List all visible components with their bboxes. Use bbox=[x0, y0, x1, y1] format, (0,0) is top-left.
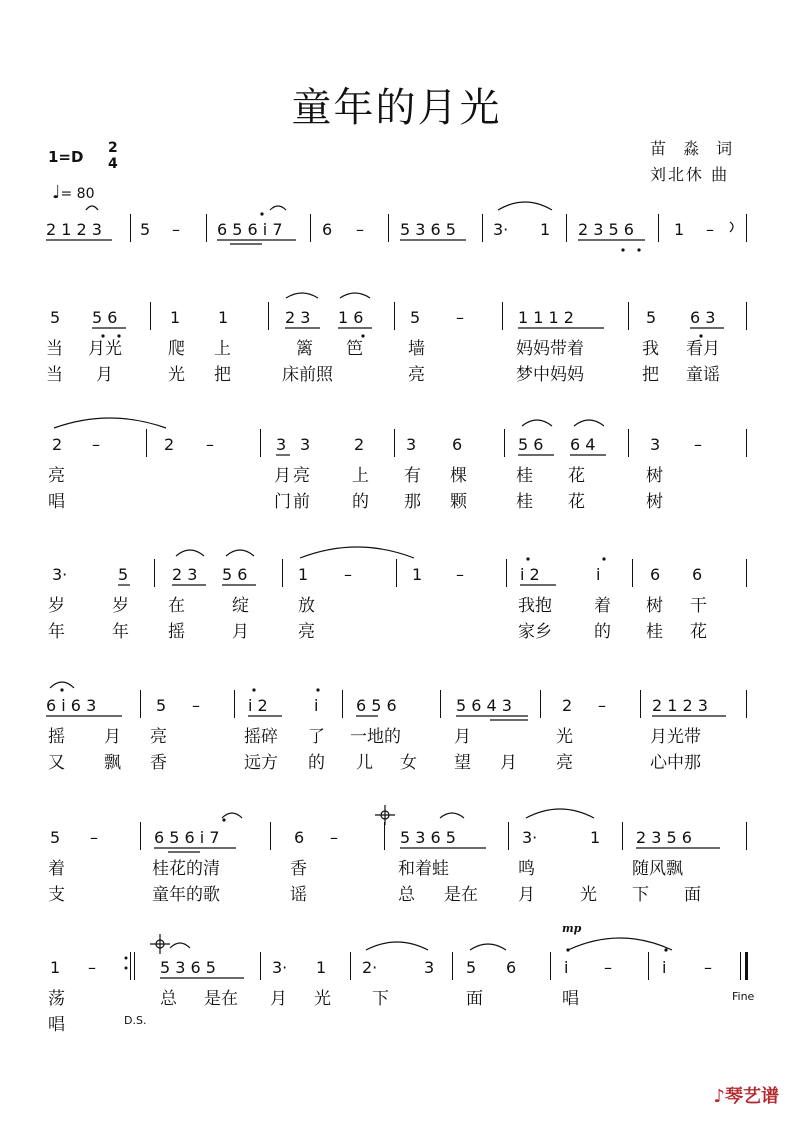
note: 6 bbox=[452, 435, 463, 454]
bar-line bbox=[134, 952, 135, 980]
note: 3· bbox=[522, 828, 538, 847]
bar-line bbox=[746, 559, 747, 587]
lyric: 树 bbox=[646, 492, 663, 512]
bar-line bbox=[394, 429, 395, 457]
note: – bbox=[172, 220, 180, 239]
note: 1 bbox=[540, 220, 551, 239]
note: – bbox=[90, 828, 98, 847]
note: 5 bbox=[156, 696, 167, 715]
note: 3· bbox=[52, 565, 68, 584]
lyric: 又 bbox=[48, 753, 65, 773]
octave-dot bbox=[222, 818, 225, 821]
lyric: 当 bbox=[46, 365, 63, 385]
composer-credit: 刘北休 曲 bbox=[650, 165, 730, 184]
tie bbox=[568, 938, 672, 950]
note-group: 5 6 bbox=[222, 565, 248, 584]
bar-line bbox=[746, 302, 747, 330]
note: – bbox=[192, 696, 200, 715]
bar-line bbox=[234, 690, 235, 718]
lyric: 下 bbox=[372, 989, 389, 1009]
note-group: 5 3 6 5 bbox=[400, 828, 456, 847]
staff-row-6 bbox=[0, 828, 793, 938]
lyric: 月亮 bbox=[274, 466, 312, 486]
lyric: 桂 bbox=[516, 492, 533, 512]
lyric: 是在 bbox=[444, 885, 478, 905]
lyric: 月 bbox=[454, 727, 471, 747]
lyric: 月 bbox=[500, 753, 517, 773]
note-group: 2 1 2 3 bbox=[652, 696, 708, 715]
tempo-marking bbox=[52, 182, 95, 203]
lyric: 月光带 bbox=[650, 727, 701, 747]
lyric: 支 bbox=[48, 885, 65, 905]
lyric: 桂花的清 bbox=[152, 859, 220, 879]
lyric: 唱 bbox=[562, 989, 579, 1009]
lyric: 光 bbox=[556, 727, 573, 747]
tie bbox=[366, 942, 428, 950]
lyric: 颗 bbox=[450, 492, 467, 512]
note: i bbox=[564, 958, 569, 977]
note-group: 6 3 bbox=[690, 308, 716, 327]
octave-dot bbox=[602, 557, 605, 560]
lyric: 光 bbox=[314, 989, 331, 1009]
slur bbox=[222, 813, 242, 818]
note: 1 bbox=[218, 308, 229, 327]
coda-icon bbox=[381, 811, 389, 819]
note: 5 bbox=[50, 828, 61, 847]
lyric: 女 bbox=[400, 753, 417, 773]
final-bar-line bbox=[740, 952, 741, 980]
page-title: 童年的月光 bbox=[291, 85, 502, 131]
note: 6 bbox=[322, 220, 333, 239]
lyric: 面 bbox=[466, 989, 483, 1009]
note: 2 bbox=[164, 435, 175, 454]
bar-line bbox=[140, 822, 141, 850]
bar-line bbox=[146, 429, 147, 457]
lyric: 门前 bbox=[274, 492, 312, 512]
lyric: 光 bbox=[168, 365, 185, 385]
note: – bbox=[598, 696, 606, 715]
note: 3 bbox=[424, 958, 435, 977]
octave-dot bbox=[526, 557, 529, 560]
quarter-note-icon: ♩ bbox=[52, 182, 61, 203]
lyric: 岁 bbox=[48, 596, 65, 616]
lyric: 树 bbox=[646, 466, 663, 486]
note: – bbox=[706, 220, 714, 239]
lyric: 儿 bbox=[356, 753, 373, 773]
final-bar-line-thick bbox=[745, 952, 748, 980]
repeat-bar-line bbox=[130, 952, 131, 980]
bar-line bbox=[130, 214, 131, 242]
note: 3 bbox=[276, 435, 287, 454]
lyric: 月 bbox=[104, 727, 121, 747]
coda-icon bbox=[156, 940, 164, 948]
lyric: 摇 bbox=[48, 727, 65, 747]
slur bbox=[86, 206, 98, 210]
lyric: 一地的 bbox=[350, 727, 401, 747]
note: 3 bbox=[406, 435, 417, 454]
lyricist-credit: 苗 淼 词 bbox=[650, 139, 739, 158]
time-bottom: 4 bbox=[108, 156, 118, 172]
octave-dot bbox=[260, 212, 263, 215]
lyric: 我 bbox=[642, 339, 659, 359]
slur bbox=[470, 944, 506, 950]
lyric: 和着蛙 bbox=[398, 859, 449, 879]
bar-line bbox=[746, 822, 747, 850]
lyric: 香 bbox=[290, 859, 307, 879]
note: 1 bbox=[298, 565, 309, 584]
bar-line bbox=[628, 429, 629, 457]
note: i bbox=[596, 565, 601, 584]
lyric: 桂 bbox=[646, 622, 663, 642]
logo-text: 琴艺谱 bbox=[725, 1086, 779, 1107]
lyric: 把 bbox=[642, 365, 659, 385]
note: i bbox=[314, 696, 319, 715]
note: 1 bbox=[590, 828, 601, 847]
bar-line bbox=[502, 302, 503, 330]
lyric: 月 bbox=[518, 885, 535, 905]
lyric: 童谣 bbox=[686, 365, 720, 385]
bar-line bbox=[632, 559, 633, 587]
octave-dot bbox=[60, 688, 63, 691]
lyric: 的 bbox=[352, 492, 369, 512]
lyric: 树 bbox=[646, 596, 663, 616]
lyric: 下 bbox=[632, 885, 649, 905]
staff-row-2 bbox=[0, 308, 793, 418]
logo-icon: ♪ bbox=[713, 1086, 725, 1107]
lyric: 墙 bbox=[408, 339, 425, 359]
lyric: 亮 bbox=[556, 753, 573, 773]
ds-marking: D.S. bbox=[124, 1014, 147, 1027]
bar-line bbox=[550, 952, 551, 980]
lyric: 总 bbox=[160, 989, 177, 1009]
bar-line bbox=[388, 214, 389, 242]
note: – bbox=[456, 308, 464, 327]
bar-line bbox=[154, 559, 155, 587]
note: 6 bbox=[294, 828, 305, 847]
note-group: 2 3 bbox=[172, 565, 198, 584]
note-group: 2 1 2 3 bbox=[46, 220, 102, 239]
lyric: 亮 bbox=[298, 622, 315, 642]
bar-line bbox=[384, 822, 385, 850]
staff-row-5 bbox=[0, 696, 793, 806]
lyric: 摇碎 bbox=[244, 727, 278, 747]
note: 1 bbox=[170, 308, 181, 327]
slur bbox=[574, 420, 604, 426]
note-group: 6 i 6 3 bbox=[46, 696, 97, 715]
note-group: i 2 bbox=[248, 696, 268, 715]
lyric: 光 bbox=[580, 885, 597, 905]
note-group: 5 6 bbox=[518, 435, 544, 454]
tie bbox=[54, 418, 166, 428]
bar-line bbox=[658, 214, 659, 242]
lyric: 有 bbox=[404, 466, 421, 486]
octave-dot bbox=[664, 948, 667, 951]
note-group: 2 3 5 6 bbox=[636, 828, 692, 847]
lyric: 梦中妈妈 bbox=[516, 365, 584, 385]
bar-line bbox=[746, 690, 747, 718]
note: 3 bbox=[300, 435, 311, 454]
note-group: 5 6 4 3 bbox=[456, 696, 512, 715]
lyric: 谣 bbox=[290, 885, 307, 905]
note: – bbox=[694, 435, 702, 454]
lyric: 当 bbox=[46, 339, 63, 359]
note: 1 bbox=[50, 958, 61, 977]
bar-line bbox=[746, 214, 747, 242]
lyric: 的 bbox=[308, 753, 325, 773]
bar-line bbox=[628, 302, 629, 330]
slur bbox=[270, 206, 286, 210]
lyric: 篱 bbox=[296, 339, 313, 359]
note: 1 bbox=[674, 220, 685, 239]
lyric: 那 bbox=[404, 492, 421, 512]
lyric: 亮 bbox=[150, 727, 167, 747]
lyric: 香 bbox=[150, 753, 167, 773]
bar-line bbox=[482, 214, 483, 242]
note-group: 2 3 5 6 bbox=[578, 220, 634, 239]
bar-line bbox=[452, 952, 453, 980]
note: i bbox=[662, 958, 667, 977]
note: – bbox=[88, 958, 96, 977]
lyric: 鸣 bbox=[518, 859, 535, 879]
note: 3 bbox=[650, 435, 661, 454]
lyric: 的 bbox=[594, 622, 611, 642]
note: 5 bbox=[50, 308, 61, 327]
lyric: 月 bbox=[96, 365, 113, 385]
lyric: 花 bbox=[568, 492, 585, 512]
lyric: 绽 bbox=[232, 596, 249, 616]
lyric: 笆 bbox=[346, 339, 363, 359]
bar-line bbox=[282, 559, 283, 587]
staff-row-3 bbox=[0, 435, 793, 545]
bar-line bbox=[508, 822, 509, 850]
bar-line bbox=[640, 690, 641, 718]
bar-line bbox=[350, 952, 351, 980]
slur bbox=[50, 682, 74, 688]
lyric: 荡 bbox=[48, 989, 65, 1009]
slur bbox=[522, 420, 552, 426]
slur bbox=[170, 943, 190, 948]
time-top: 2 bbox=[108, 140, 118, 156]
lyric: 花 bbox=[690, 622, 707, 642]
note: 5 bbox=[410, 308, 421, 327]
bar-line bbox=[260, 429, 261, 457]
note-group: 5 3 6 5 bbox=[400, 220, 456, 239]
note: 2· bbox=[362, 958, 378, 977]
bar-line bbox=[440, 690, 441, 718]
bar-line bbox=[268, 302, 269, 330]
lyric: 飘 bbox=[104, 753, 121, 773]
note: 3· bbox=[493, 220, 509, 239]
note: 6 bbox=[506, 958, 517, 977]
lyric: 随风飘 bbox=[632, 859, 683, 879]
note-group: 2 3 bbox=[285, 308, 311, 327]
note-group: 1 6 bbox=[338, 308, 364, 327]
note: – bbox=[330, 828, 338, 847]
key-signature: 1=D bbox=[48, 148, 84, 166]
tempo-value: = 80 bbox=[60, 186, 95, 202]
lyric: 了 bbox=[308, 727, 325, 747]
bar-line bbox=[310, 214, 311, 242]
lyric: 把 bbox=[214, 365, 231, 385]
note: 2 bbox=[562, 696, 573, 715]
slur bbox=[176, 550, 204, 556]
slur bbox=[440, 813, 464, 818]
note: – bbox=[206, 435, 214, 454]
bar-line bbox=[540, 690, 541, 718]
note-group: i 2 bbox=[520, 565, 540, 584]
lyric: 棵 bbox=[450, 466, 467, 486]
staff-row-7 bbox=[0, 922, 793, 1068]
note: 5 bbox=[140, 220, 151, 239]
slur bbox=[498, 202, 552, 210]
lyric: 年 bbox=[112, 622, 129, 642]
lyric: 妈妈带着 bbox=[516, 339, 584, 359]
lyric: 着 bbox=[48, 859, 65, 879]
lyric: 年 bbox=[48, 622, 65, 642]
bar-line bbox=[648, 952, 649, 980]
dynamic-mp: mp bbox=[562, 922, 582, 935]
lyric: 我抱 bbox=[518, 596, 552, 616]
note: – bbox=[456, 565, 464, 584]
lyric: 心中那 bbox=[650, 753, 701, 773]
lyric: 上 bbox=[352, 466, 369, 486]
bar-line bbox=[396, 559, 397, 587]
lyric: 放 bbox=[298, 596, 315, 616]
brand-logo bbox=[714, 1082, 780, 1108]
note: 5 bbox=[118, 565, 129, 584]
note-group: 6 5 6 bbox=[356, 696, 397, 715]
lyric: 是在 bbox=[204, 989, 238, 1009]
lyric: 床前照 bbox=[282, 365, 333, 385]
bar-line bbox=[566, 214, 567, 242]
bar-line bbox=[150, 302, 151, 330]
lyric: 着 bbox=[594, 596, 611, 616]
lyric: 家乡 bbox=[518, 622, 552, 642]
lyric: 月 bbox=[270, 989, 287, 1009]
lyric: 摇 bbox=[168, 622, 185, 642]
fine-marking: Fine bbox=[732, 990, 755, 1003]
lyric: 亮 bbox=[408, 365, 425, 385]
note: 6 bbox=[650, 565, 661, 584]
lyric: 面 bbox=[684, 885, 701, 905]
octave-dot bbox=[252, 688, 255, 691]
octave-dot bbox=[566, 948, 569, 951]
octave-dot bbox=[316, 688, 319, 691]
lyric: 唱 bbox=[48, 1015, 65, 1035]
lyric: 爬 bbox=[168, 339, 185, 359]
slur bbox=[526, 809, 594, 818]
bar-line bbox=[622, 822, 623, 850]
note: 5 bbox=[466, 958, 477, 977]
lyric: 童年的歌 bbox=[152, 885, 220, 905]
note-group: 1 1 1 2 bbox=[518, 308, 574, 327]
lyric: 月光 bbox=[88, 339, 122, 359]
note: 3· bbox=[272, 958, 288, 977]
bar-line bbox=[504, 429, 505, 457]
staff-row-4 bbox=[0, 565, 793, 675]
note-group: 5 3 6 5 bbox=[160, 958, 216, 977]
note: – bbox=[344, 565, 352, 584]
note-group: 6 4 bbox=[570, 435, 596, 454]
note: 5 bbox=[646, 308, 657, 327]
lyric: 远方 bbox=[244, 753, 278, 773]
lyric: 总 bbox=[398, 885, 415, 905]
lyric: 看月 bbox=[686, 339, 720, 359]
bar-line bbox=[260, 952, 261, 980]
note: – bbox=[704, 958, 712, 977]
lyric: 唱 bbox=[48, 492, 65, 512]
lyric: 干 bbox=[690, 596, 707, 616]
time-signature bbox=[108, 140, 118, 172]
note: 2 bbox=[354, 435, 365, 454]
bar-line bbox=[506, 559, 507, 587]
slur bbox=[226, 550, 254, 556]
note: 1 bbox=[316, 958, 327, 977]
lyric: 月 bbox=[232, 622, 249, 642]
tie bbox=[300, 547, 414, 558]
note-group: 5 6 bbox=[92, 308, 118, 327]
lyric: 上 bbox=[214, 339, 231, 359]
bar-line bbox=[746, 429, 747, 457]
note-group: 6 5 6 i 7 bbox=[217, 220, 283, 239]
lyric: 望 bbox=[454, 753, 471, 773]
lyric: 在 bbox=[168, 596, 185, 616]
lyric: 亮 bbox=[48, 466, 65, 486]
note: – bbox=[356, 220, 364, 239]
bar-line bbox=[206, 214, 207, 242]
note: – bbox=[604, 958, 612, 977]
bar-line bbox=[140, 690, 141, 718]
bar-line bbox=[270, 822, 271, 850]
note: 1 bbox=[412, 565, 423, 584]
bar-line bbox=[394, 302, 395, 330]
lyric: 桂 bbox=[516, 466, 533, 486]
note: – bbox=[92, 435, 100, 454]
note: 2 bbox=[52, 435, 63, 454]
note-group: 6 5 6 i 7 bbox=[154, 828, 220, 847]
bar-line bbox=[342, 690, 343, 718]
note: 6 bbox=[692, 565, 703, 584]
lyric: 岁 bbox=[112, 596, 129, 616]
lyric: 花 bbox=[568, 466, 585, 486]
